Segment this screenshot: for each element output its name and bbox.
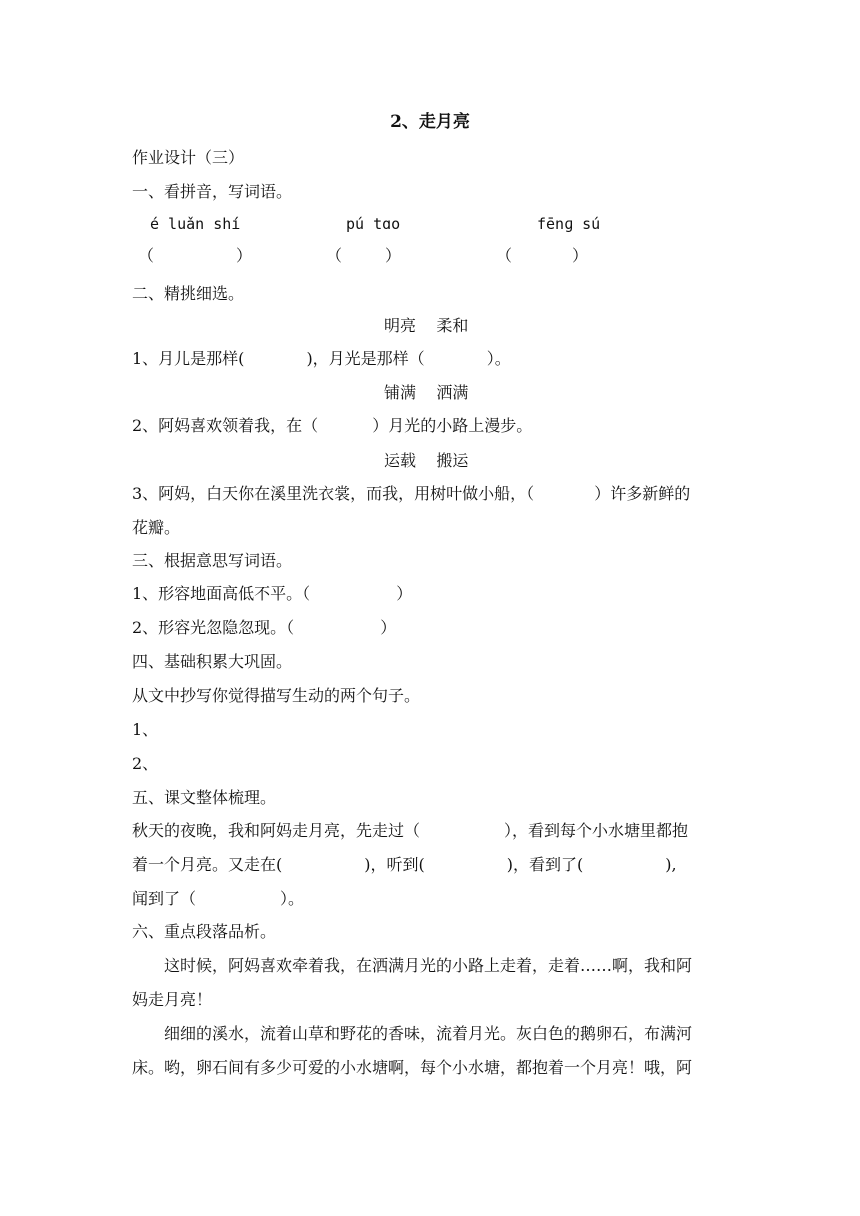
q2-text-b: ）月光的小路上漫步。 (372, 416, 533, 435)
q2-text-a: 2、阿妈喜欢领着我，在（ (132, 416, 319, 435)
s5-l2-d: ), (665, 855, 677, 874)
q1-text-b: )，月光是那样（ (306, 349, 425, 368)
s5-line-2 (132, 855, 677, 875)
q1-text-c: ）。 (486, 349, 511, 368)
s6-p1-line1: 这时候，阿妈喜欢牵着我，在洒满月光的小路上走着，走着……啊，我和阿 (164, 956, 693, 975)
q2-sentence (132, 416, 532, 436)
answer-paren-close-3: ） (572, 246, 589, 265)
q1-word-options: 明亮 柔和 (384, 316, 469, 335)
q1-sentence (132, 349, 511, 369)
section4-heading: 四、基础积累大巩固。 (132, 652, 293, 671)
s5-line-1 (132, 821, 688, 841)
q3-text-b: ）许多新鲜的 (594, 484, 691, 503)
s5-l1-b: ），看到每个小水塘里都抱 (504, 821, 689, 840)
section1-heading: 一、看拼音，写词语。 (132, 182, 293, 201)
s6-p2-line1: 细细的溪水，流着山草和野花的香味，流着月光。灰白色的鹅卵石，布满河 (164, 1024, 693, 1043)
section6-heading: 六、重点段落品析。 (132, 922, 277, 941)
s4-instruction: 从文中抄写你觉得描写生动的两个句子。 (132, 686, 421, 705)
pinyin-3: fēnɡ sú (537, 215, 601, 233)
q3-sentence-cont: 花瓣。 (132, 518, 181, 537)
section5-heading: 五、课文整体梳理。 (132, 788, 277, 807)
s3-q1-close: ） (396, 584, 413, 603)
q2-word-options: 铺满 洒满 (384, 383, 469, 402)
page-title: 2、走月亮 (390, 112, 470, 132)
answer-paren-open-3: （ (496, 246, 513, 265)
s5-l2-b: )，听到( (364, 855, 425, 874)
pinyin-2: pú tɑo (346, 215, 401, 233)
section3-heading: 三、根据意思写词语。 (132, 551, 293, 570)
s3-q2-close: ） (380, 618, 397, 637)
s3-q1-text: 1、形容地面高低不平。（ (132, 584, 311, 603)
s5-l3-b: ）。 (280, 889, 305, 908)
s5-l2-c: )，看到了( (506, 855, 584, 874)
pinyin-1: é luǎn shí (150, 215, 241, 233)
q3-word-options: 运载 搬运 (384, 451, 469, 470)
s5-l3-a: 闻到了（ (132, 889, 197, 908)
answer-paren-close-2: ） (385, 246, 402, 265)
answer-paren-close-1: ） (236, 246, 253, 265)
s3-q1 (132, 584, 412, 604)
s5-line-3 (132, 889, 304, 909)
s5-l2-a: 着一个月亮。又走在( (132, 855, 283, 874)
s6-p1-line2: 妈走月亮！ (132, 990, 213, 1009)
s4-item-2: 2、 (132, 754, 159, 773)
worksheet-subtitle: 作业设计（三） (132, 148, 245, 167)
s3-q2 (132, 618, 396, 638)
section2-heading: 二、精挑细选。 (132, 284, 245, 303)
s6-p2-line2: 床。哟，卵石间有多少可爱的小水塘啊，每个小水塘，都抱着一个月亮！哦，阿 (132, 1058, 693, 1077)
s5-l1-a: 秋天的夜晚，我和阿妈走月亮，先走过（ (132, 821, 421, 840)
answer-paren-open-2: （ (326, 246, 343, 265)
answer-paren-open-1: （ (138, 246, 155, 265)
q3-sentence (132, 484, 690, 504)
s3-q2-text: 2、形容光忽隐忽现。（ (132, 618, 295, 637)
q1-text-a: 1、月儿是那样( (132, 349, 245, 368)
q3-text-a: 3、阿妈，白天你在溪里洗衣裳，而我，用树叶做小船，（ (132, 484, 535, 503)
s4-item-1: 1、 (132, 720, 159, 739)
